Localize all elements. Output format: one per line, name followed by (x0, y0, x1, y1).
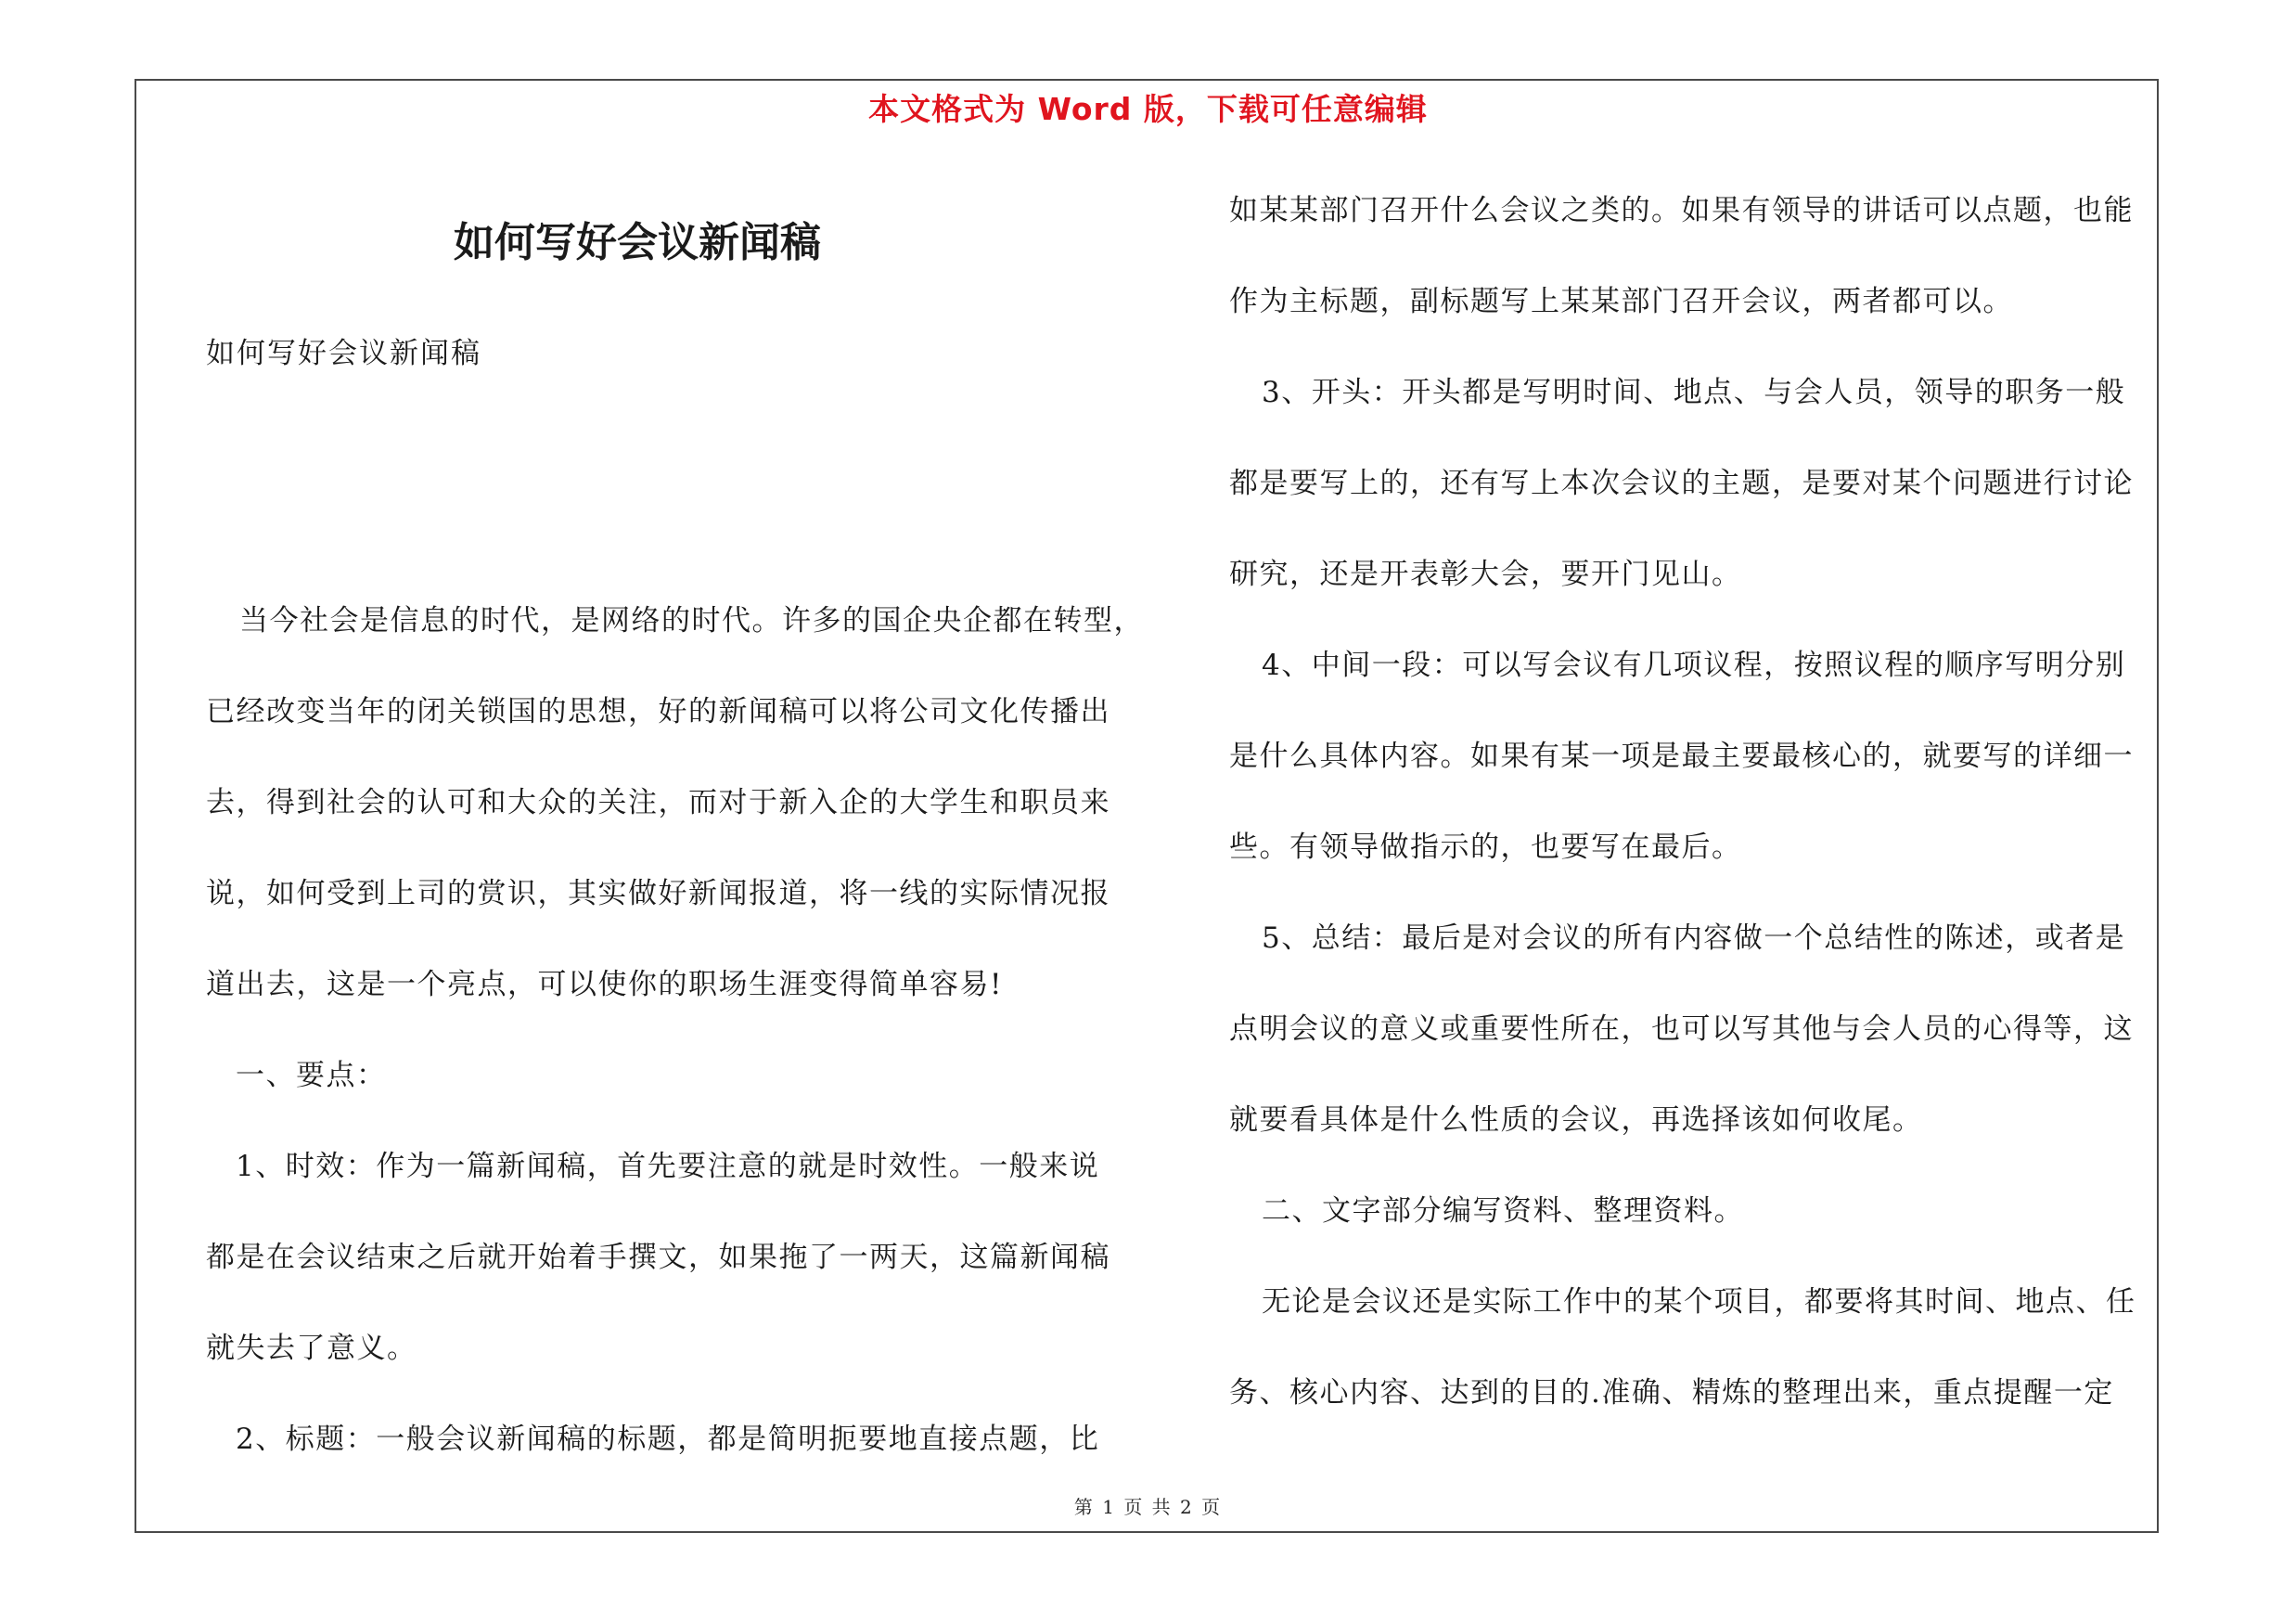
left-line-8: 都是在会议结束之后就开始着手撰文，如果拖了一两天，这篇新闻稿 (206, 1241, 1110, 1274)
left-line-9: 就失去了意义。 (206, 1332, 417, 1365)
document-subtitle: 如何写好会议新闻稿 (206, 337, 481, 370)
right-line-7: 是什么具体内容。如果有某一项是最主要最核心的，就要写的详细一 (1229, 740, 2134, 773)
right-line-13: 无论是会议还是实际工作中的某个项目，都要将其时间、地点、任 (1262, 1285, 2136, 1319)
right-line-14: 务、核心内容、达到的目的.准确、精炼的整理出来，重点提醒一定 (1229, 1376, 2114, 1410)
right-line-4: 都是要写上的，还有写上本次会议的主题，是要对某个问题进行讨论 (1229, 467, 2134, 500)
left-line-4: 说，如何受到上司的赏识，其实做好新闻报道，将一线的实际情况报 (206, 877, 1110, 910)
document-title: 如何写好会议新闻稿 (454, 219, 821, 266)
left-line-1: 当今社会是信息的时代，是网络的时代。许多的国企央企都在转型， (239, 604, 1144, 638)
format-banner: 本文格式为 Word 版，下载可任意编辑 (868, 91, 1428, 127)
left-line-3: 去，得到社会的认可和大众的关注，而对于新入企的大学生和职员来 (206, 786, 1110, 819)
left-section-heading: 一、要点： (236, 1059, 387, 1092)
right-section-heading: 二、文字部分编写资料、整理资料。 (1262, 1194, 1744, 1228)
left-line-5: 道出去，这是一个亮点，可以使你的职场生涯变得简单容易! (206, 968, 1003, 1001)
left-line-10: 2、标题：一般会议新闻稿的标题，都是简明扼要地直接点题，比 (236, 1423, 1100, 1456)
right-line-1: 如某某部门召开什么会议之类的。如果有领导的讲话可以点题，也能 (1229, 194, 2134, 227)
right-line-3: 3、开头：开头都是写明时间、地点、与会人员，领导的职务一般 (1262, 376, 2126, 409)
right-line-11: 就要看具体是什么性质的会议，再选择该如何收尾。 (1229, 1103, 1923, 1137)
right-line-5: 研究，还是开表彰大会，要开门见山。 (1229, 558, 1742, 591)
right-line-6: 4、中间一段：可以写会议有几项议程，按照议程的顺序写明分别 (1262, 649, 2126, 682)
right-line-8: 些。有领导做指示的，也要写在最后。 (1229, 831, 1742, 864)
right-line-9: 5、总结：最后是对会议的所有内容做一个总结性的陈述，或者是 (1262, 921, 2126, 955)
left-line-7: 1、时效：作为一篇新闻稿，首先要注意的就是时效性。一般来说 (236, 1150, 1100, 1183)
page-footer: 第 1 页 共 2 页 (1073, 1496, 1223, 1518)
left-line-2: 已经改变当年的闭关锁国的思想，好的新闻稿可以将公司文化传播出 (206, 695, 1110, 728)
right-line-2: 作为主标题，副标题写上某某部门召开会议，两者都可以。 (1229, 285, 2013, 318)
right-line-10: 点明会议的意义或重要性所在，也可以写其他与会人员的心得等，这 (1229, 1012, 2134, 1046)
